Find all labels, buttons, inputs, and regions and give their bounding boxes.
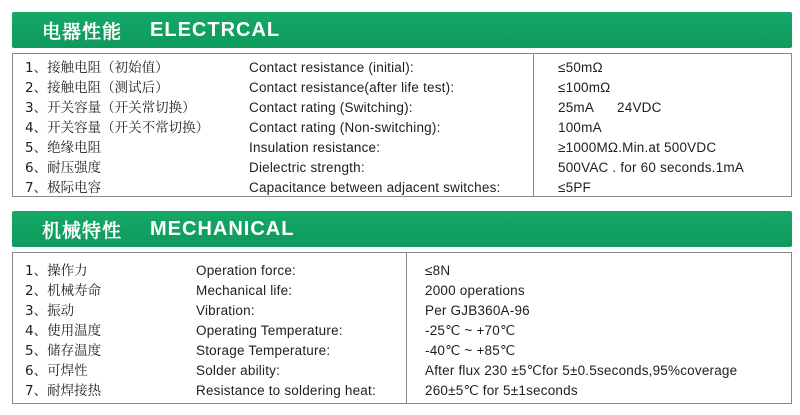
spec-value: 100mA bbox=[558, 120, 602, 135]
table-row bbox=[13, 281, 791, 301]
spec-name-zh: 1、操作力 bbox=[25, 263, 88, 279]
mechanical-title-zh: 机械特性 bbox=[42, 219, 123, 242]
spec-name-zh: 2、机械寿命 bbox=[25, 283, 102, 299]
table-row bbox=[13, 78, 791, 98]
table-row bbox=[13, 321, 791, 341]
mechanical-title-en: MECHANICAL bbox=[150, 217, 295, 240]
spec-name-zh: 3、振动 bbox=[25, 303, 75, 319]
spec-name-zh: 6、耐压强度 bbox=[25, 160, 102, 176]
table-row bbox=[13, 158, 791, 178]
table-row bbox=[13, 341, 791, 361]
electrical-title-en: ELECTRCAL bbox=[150, 18, 281, 41]
table-row bbox=[13, 58, 791, 78]
spec-value: 260±5℃ for 5±1seconds bbox=[425, 383, 578, 398]
spec-value: -25℃ ~ +70℃ bbox=[425, 323, 516, 338]
electrical-header bbox=[12, 12, 792, 48]
spec-value: ≤5PF bbox=[558, 180, 591, 195]
spec-name-en: Capacitance between adjacent switches: bbox=[249, 180, 501, 195]
spec-value: 25mA 24VDC bbox=[558, 100, 662, 115]
spec-name-zh: 7、极际电容 bbox=[25, 180, 102, 196]
spec-name-en: Contact resistance (initial): bbox=[249, 60, 414, 75]
spec-value: ≤50mΩ bbox=[558, 60, 603, 75]
spec-value: ≤8N bbox=[425, 263, 451, 278]
table-row bbox=[13, 118, 791, 138]
mechanical-section bbox=[12, 211, 792, 404]
electrical-section bbox=[12, 12, 792, 197]
mechanical-header bbox=[12, 211, 792, 247]
table-row bbox=[13, 381, 791, 401]
spec-name-en: Dielectric strength: bbox=[249, 160, 365, 175]
spec-name-zh: 6、可焊性 bbox=[25, 363, 88, 379]
spec-value: ≤100mΩ bbox=[558, 80, 611, 95]
spec-name-en: Insulation resistance: bbox=[249, 140, 381, 155]
electrical-title-zh: 电器性能 bbox=[42, 20, 123, 43]
spec-name-en: Resistance to soldering heat: bbox=[196, 383, 376, 398]
spec-name-zh: 2、接触电阻（测试后） bbox=[25, 80, 169, 96]
spec-name-zh: 5、储存温度 bbox=[25, 343, 102, 359]
spec-name-zh: 5、绝缘电阻 bbox=[25, 140, 102, 156]
spec-value: After flux 230 ±5℃for 5±0.5seconds,95%coverage bbox=[425, 363, 738, 378]
spec-value: -40℃ ~ +85℃ bbox=[425, 343, 516, 358]
spec-value: ≥1000MΩ.Min.at 500VDC bbox=[558, 140, 717, 155]
spec-value: 500VAC . for 60 seconds.1mA bbox=[558, 160, 744, 175]
table-row bbox=[13, 261, 791, 281]
spec-name-en: Contact rating (Non-switching): bbox=[249, 120, 441, 135]
spec-name-en: Contact rating (Switching): bbox=[249, 100, 413, 115]
spec-name-zh: 4、开关容量（开关不常切换） bbox=[25, 120, 210, 136]
spec-name-en: Operating Temperature: bbox=[196, 323, 343, 338]
electrical-table bbox=[12, 53, 792, 197]
spec-name-zh: 7、耐焊接热 bbox=[25, 383, 102, 399]
spec-name-en: Mechanical life: bbox=[196, 283, 293, 298]
spec-value: 2000 operations bbox=[425, 283, 525, 298]
table-row bbox=[13, 138, 791, 158]
mechanical-table bbox=[12, 252, 792, 404]
table-row bbox=[13, 178, 791, 198]
spec-name-zh: 3、开关容量（开关常切换） bbox=[25, 100, 196, 116]
table-row bbox=[13, 361, 791, 381]
spec-name-en: Vibration: bbox=[196, 303, 255, 318]
spec-name-zh: 4、使用温度 bbox=[25, 323, 102, 339]
spec-name-en: Solder ability: bbox=[196, 363, 281, 378]
table-row bbox=[13, 98, 791, 118]
spec-name-zh: 1、接触电阻（初始值） bbox=[25, 60, 169, 76]
spec-value: Per GJB360A-96 bbox=[425, 303, 530, 318]
spec-name-en: Storage Temperature: bbox=[196, 343, 331, 358]
spec-name-en: Contact resistance(after life test): bbox=[249, 80, 455, 95]
table-row bbox=[13, 301, 791, 321]
spec-name-en: Operation force: bbox=[196, 263, 297, 278]
